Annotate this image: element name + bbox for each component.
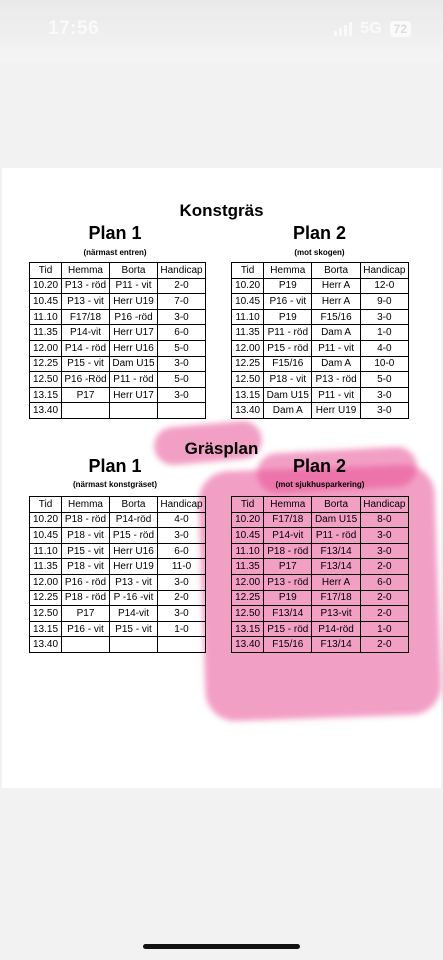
table-row	[232, 309, 409, 325]
table-cell: 12.25	[232, 590, 264, 606]
table-cell: P19	[264, 278, 312, 294]
table-cell: P19	[264, 309, 312, 325]
grasplan-plan1-title: Plan 1	[88, 456, 142, 476]
table-cell: 3-0	[158, 574, 206, 590]
table-cell: P13 - vit	[110, 574, 158, 590]
table-cell: F13/14	[312, 559, 360, 575]
table-header-row	[30, 263, 206, 279]
column-header: Tid	[232, 263, 264, 279]
column-header: Handicap	[158, 497, 206, 513]
table-cell: P14-röd	[110, 512, 158, 528]
table-row	[232, 372, 409, 388]
table-row	[232, 590, 409, 606]
table-cell: 12-0	[360, 278, 408, 294]
table-cell: 11.35	[232, 559, 264, 575]
table-row	[30, 621, 206, 637]
schedule-document	[2, 168, 441, 788]
konstgras-plan1-title: Plan 1	[88, 223, 142, 243]
konstgras-plan1-subtitle: (närmast entren)	[83, 248, 147, 257]
table-cell: 6-0	[360, 574, 408, 590]
konstgras-plan2-subtitle: (mot skogen)	[294, 248, 345, 257]
table-cell: P19	[264, 590, 312, 606]
table-cell: Herr A	[312, 278, 360, 294]
table-cell: P14 - röd	[62, 340, 110, 356]
table-cell: P11 - röd	[312, 528, 360, 544]
table-cell: 12.00	[30, 574, 62, 590]
column-header: Tid	[232, 497, 264, 513]
table-cell: 13.15	[232, 621, 264, 637]
table-cell: Herr U19	[110, 294, 158, 310]
table-row	[30, 340, 206, 356]
table-cell: P13 - röd	[264, 574, 312, 590]
column-header: Hemma	[62, 497, 110, 513]
table-cell: F17/18	[264, 512, 312, 528]
table-row	[30, 543, 206, 559]
table-cell: 2-0	[360, 637, 408, 653]
table-cell: Herr U16	[110, 340, 158, 356]
table-cell: F13/14	[312, 637, 360, 653]
table-cell: 13.40	[232, 637, 264, 653]
table-cell: P15 - röd	[264, 340, 312, 356]
table-cell	[62, 403, 110, 419]
table-cell: P18 - röd	[62, 590, 110, 606]
table-cell: P18 - vit	[62, 528, 110, 544]
column-header: Tid	[30, 263, 62, 279]
table-cell: 10.45	[232, 294, 264, 310]
table-cell: 12.50	[232, 606, 264, 622]
table-row	[30, 294, 206, 310]
table-cell: 1-0	[360, 621, 408, 637]
table-row	[30, 356, 206, 372]
table-row	[232, 387, 409, 403]
table-cell: P15 - röd	[110, 528, 158, 544]
table-header-row	[30, 497, 206, 513]
column-header: Tid	[30, 497, 62, 513]
column-header: Handicap	[360, 263, 408, 279]
table-cell: Dam U15	[110, 356, 158, 372]
table-cell: 11.10	[30, 309, 62, 325]
table-row	[30, 606, 206, 622]
table-cell: Dam A	[312, 356, 360, 372]
table-cell: 10.20	[232, 278, 264, 294]
table-cell: 10.45	[232, 528, 264, 544]
table-cell: P11 - röd	[110, 372, 158, 388]
table-row	[30, 528, 206, 544]
battery-icon: 72	[390, 21, 411, 37]
table-cell: 2-0	[360, 606, 408, 622]
table-cell: Herr U19	[312, 403, 360, 419]
table-cell: Dam U15	[264, 387, 312, 403]
table-cell: Herr U19	[110, 559, 158, 575]
table-cell: 6-0	[158, 543, 206, 559]
table-row	[232, 621, 409, 637]
table-cell: 12.00	[232, 340, 264, 356]
table-cell: P16 - vit	[62, 621, 110, 637]
table-row	[30, 325, 206, 341]
table-row	[30, 512, 206, 528]
table-cell: P -16 -vit	[110, 590, 158, 606]
table-cell: 11-0	[158, 559, 206, 575]
table-cell: F17/18	[312, 590, 360, 606]
konstgras-plan1-table	[29, 262, 206, 419]
table-cell: 3-0	[158, 606, 206, 622]
table-row	[30, 309, 206, 325]
home-indicator[interactable]	[143, 944, 300, 949]
table-cell: P13 - röd	[62, 278, 110, 294]
table-row	[30, 637, 206, 653]
table-cell: 5-0	[158, 340, 206, 356]
table-row	[30, 559, 206, 575]
table-row	[232, 606, 409, 622]
table-cell: 2-0	[158, 590, 206, 606]
table-cell: 4-0	[158, 512, 206, 528]
table-cell: 8-0	[360, 512, 408, 528]
table-cell: 12.00	[30, 340, 62, 356]
table-cell: 10.20	[232, 512, 264, 528]
table-cell: 12.50	[232, 372, 264, 388]
table-cell	[110, 637, 158, 653]
table-cell: 3-0	[360, 309, 408, 325]
table-cell: 4-0	[360, 340, 408, 356]
table-cell: P11 - vit	[110, 278, 158, 294]
table-cell: 2-0	[360, 590, 408, 606]
table-row	[232, 356, 409, 372]
table-cell	[158, 637, 206, 653]
table-row	[232, 543, 409, 559]
table-cell: 3-0	[360, 543, 408, 559]
table-row	[232, 294, 409, 310]
column-header: Hemma	[264, 263, 312, 279]
table-cell: 12.25	[30, 590, 62, 606]
grasplan-plan1-table	[29, 496, 206, 653]
table-cell: 11.10	[232, 543, 264, 559]
table-cell: P15 - vit	[110, 621, 158, 637]
table-cell: F15/16	[312, 309, 360, 325]
table-row	[30, 590, 206, 606]
table-cell: P11 - röd	[264, 325, 312, 341]
column-header: Hemma	[264, 497, 312, 513]
table-cell: 5-0	[158, 372, 206, 388]
table-row	[30, 574, 206, 590]
table-cell: 12.00	[232, 574, 264, 590]
table-cell: P18 - vit	[62, 559, 110, 575]
status-bar	[0, 0, 443, 62]
table-cell: 11.35	[30, 325, 62, 341]
table-header-row	[232, 263, 409, 279]
table-cell: 10.20	[30, 512, 62, 528]
table-cell: 1-0	[158, 621, 206, 637]
table-cell: P13 - röd	[312, 372, 360, 388]
table-cell: P14-röd	[312, 621, 360, 637]
table-cell: P13 - vit	[62, 294, 110, 310]
table-cell: Herr A	[312, 294, 360, 310]
table-cell: 3-0	[158, 309, 206, 325]
table-cell: 3-0	[158, 528, 206, 544]
table-row	[232, 574, 409, 590]
table-cell	[62, 637, 110, 653]
table-cell: P15 - vit	[62, 543, 110, 559]
table-row	[232, 340, 409, 356]
table-cell: F13/14	[264, 606, 312, 622]
table-cell: P16 -röd	[110, 309, 158, 325]
table-cell: P14-vit	[62, 325, 110, 341]
grasplan-plan2-table	[231, 496, 409, 653]
table-cell: 11.35	[232, 325, 264, 341]
table-cell: 3-0	[158, 356, 206, 372]
table-cell: 3-0	[360, 403, 408, 419]
table-cell: Dam U15	[312, 512, 360, 528]
konstgras-plan2-title: Plan 2	[292, 223, 347, 243]
network-label: 5G	[360, 20, 382, 37]
column-header: Handicap	[158, 263, 206, 279]
table-cell: Herr U17	[110, 387, 158, 403]
table-cell: P17	[62, 606, 110, 622]
table-row	[232, 512, 409, 528]
konstgras-plan2-table	[231, 262, 409, 419]
table-row	[30, 403, 206, 419]
table-row	[30, 372, 206, 388]
column-header: Borta	[312, 497, 360, 513]
table-row	[232, 637, 409, 653]
section-title-grasplan: Gräsplan	[184, 439, 259, 458]
table-cell: 10.20	[30, 278, 62, 294]
table-cell: 11.35	[30, 559, 62, 575]
table-cell: 2-0	[360, 559, 408, 575]
table-cell: 3-0	[360, 528, 408, 544]
column-header: Hemma	[62, 263, 110, 279]
table-cell: 13.40	[30, 403, 62, 419]
table-cell: P11 - vit	[312, 340, 360, 356]
table-cell: P16 - vit	[264, 294, 312, 310]
table-cell: 6-0	[158, 325, 206, 341]
table-cell: Herr A	[312, 574, 360, 590]
table-cell: 7-0	[158, 294, 206, 310]
column-header: Borta	[312, 263, 360, 279]
table-cell: P18 - vit	[264, 372, 312, 388]
table-cell: F17/18	[62, 309, 110, 325]
table-cell: P17	[62, 387, 110, 403]
table-cell: P14-vit	[264, 528, 312, 544]
table-cell: 1-0	[360, 325, 408, 341]
table-cell: F15/16	[264, 356, 312, 372]
table-cell: 13.40	[30, 637, 62, 653]
table-cell: 13.40	[232, 403, 264, 419]
table-cell: 13.15	[30, 621, 62, 637]
column-header: Handicap	[360, 497, 408, 513]
table-cell: P17	[264, 559, 312, 575]
table-cell: P16 - röd	[62, 574, 110, 590]
table-cell: 13.15	[232, 387, 264, 403]
status-indicators	[334, 20, 411, 38]
table-cell: P13-vit	[312, 606, 360, 622]
table-cell: P14-vit	[110, 606, 158, 622]
table-row	[30, 387, 206, 403]
table-row	[232, 278, 409, 294]
table-cell: 11.10	[30, 543, 62, 559]
grasplan-plan2-title: Plan 2	[292, 456, 347, 476]
signal-icon	[334, 22, 352, 36]
table-cell: Dam A	[312, 325, 360, 341]
table-cell: 12.25	[232, 356, 264, 372]
table-row	[30, 278, 206, 294]
table-cell: Dam A	[264, 403, 312, 419]
table-cell: 12.50	[30, 372, 62, 388]
table-header-row	[232, 497, 409, 513]
column-header: Borta	[110, 497, 158, 513]
table-cell: F15/16	[264, 637, 312, 653]
table-cell: 3-0	[158, 387, 206, 403]
table-cell: P18 - röd	[264, 543, 312, 559]
grasplan-plan1-subtitle: (närmast konstgräset)	[72, 480, 158, 489]
table-cell: P15 - vit	[62, 356, 110, 372]
table-row	[232, 559, 409, 575]
table-cell: 12.50	[30, 606, 62, 622]
table-cell: 11.10	[232, 309, 264, 325]
table-row	[232, 403, 409, 419]
table-cell: 10.45	[30, 528, 62, 544]
table-cell: 10.45	[30, 294, 62, 310]
table-cell	[110, 403, 158, 419]
table-row	[232, 528, 409, 544]
table-cell: Herr U17	[110, 325, 158, 341]
section-title-konstgras: Konstgräs	[179, 201, 264, 220]
table-row	[232, 325, 409, 341]
status-time: 17:56	[48, 18, 100, 39]
column-header: Borta	[110, 263, 158, 279]
table-cell: 9-0	[360, 294, 408, 310]
table-cell	[158, 403, 206, 419]
table-cell: P18 - röd	[62, 512, 110, 528]
table-cell: 10-0	[360, 356, 408, 372]
table-cell: 13.15	[30, 387, 62, 403]
table-cell: P16 -Röd	[62, 372, 110, 388]
table-cell: P11 - vit	[312, 387, 360, 403]
grasplan-plan2-subtitle: (mot sjukhusparkering)	[275, 480, 365, 489]
table-cell: P15 - röd	[264, 621, 312, 637]
table-cell: 3-0	[360, 387, 408, 403]
table-cell: 2-0	[158, 278, 206, 294]
table-cell: 12.25	[30, 356, 62, 372]
table-cell: F13/14	[312, 543, 360, 559]
table-cell: 5-0	[360, 372, 408, 388]
table-cell: Herr U16	[110, 543, 158, 559]
